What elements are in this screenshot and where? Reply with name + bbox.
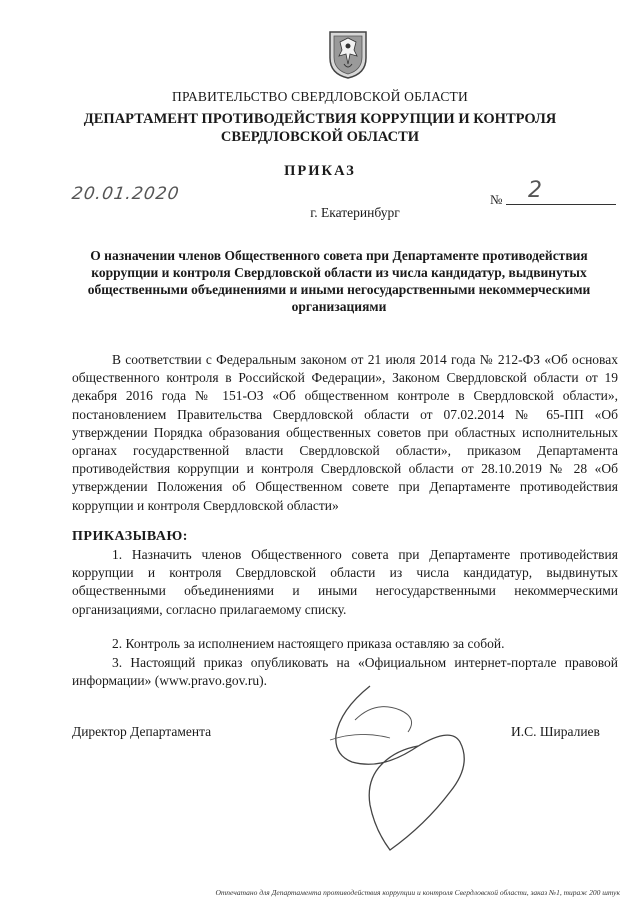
handwritten-order-number: 2	[528, 178, 542, 203]
order-item-3: 3. Настоящий приказ опубликовать на «Официальном интернет-портале правовой информации» (www.pravo.gov.ru).	[72, 655, 618, 689]
signatory-name: И.С. Ширалиев	[511, 724, 600, 739]
signatory-position: Директор Департамента	[72, 724, 212, 739]
order-number-line	[506, 204, 616, 205]
order-subject: О назначении членов Общественного совета при Департаменте противодействия коррупции и контроля Свердловской области из числа кандидатур, выдвинутых общественными объединениями и иными негосударственными некоммерческими организациями	[87, 248, 591, 314]
order-title: ПРИКАЗ	[284, 163, 356, 179]
print-footer: Отпечатано для Департамента противодействия коррупции и контроля Свердловской области, заказ №1, тираж 200 штук	[215, 888, 620, 897]
city: г. Екатеринбург	[310, 205, 400, 220]
decree-word: ПРИКАЗЫВАЮ:	[72, 529, 188, 544]
order-item-1: 1. Назначить членов Общественного совета при Департаменте противодействия коррупции и контроля Свердловской области из числа кандидатур, выдвинутых общественными объединениями и иными негосударственными некоммерческими организациями, согласно прилагаемому списку.	[72, 547, 618, 617]
government-title: ПРАВИТЕЛЬСТВО СВЕРДЛОВСКОЙ ОБЛАСТИ	[172, 89, 468, 104]
order-item-2: 2. Контроль за исполнением настоящего приказа оставляю за собой.	[112, 636, 505, 651]
department-title-line2: СВЕРДЛОВСКОЙ ОБЛАСТИ	[220, 129, 420, 145]
department-title-line1: ДЕПАРТАМЕНТ ПРОТИВОДЕЙСТВИЯ КОРРУПЦИИ И КОНТРОЛЯ	[83, 111, 557, 127]
coat-of-arms-emblem	[326, 28, 370, 80]
department-title	[0, 110, 640, 146]
handwritten-date: 20.01.2020	[70, 184, 181, 204]
order-number-label: №	[490, 192, 503, 207]
handwritten-signature	[300, 680, 480, 860]
preamble-paragraph: В соответствии с Федеральным законом от 21 июля 2014 года № 212-ФЗ «Об основах общественного контроля в Российской Федерации», Законом Свердловской области от 19 декабря 2016 года № 151-ОЗ «Об общественном контроле в Свердловской области», постановлением Правительства Свердловской области от 07.02.2014 № 65-ПП «Об утверждении Порядка образования общественных советов при областных исполнительных органах государственной власти Свердловской области», приказом Департамента противодействия коррупции и контроля Свердловской области от 28.10.2019 № 28 «Об утверждении Положения об Общественном совете при Департаменте противодействия коррупции и контроля Свердловской области»	[72, 352, 618, 513]
